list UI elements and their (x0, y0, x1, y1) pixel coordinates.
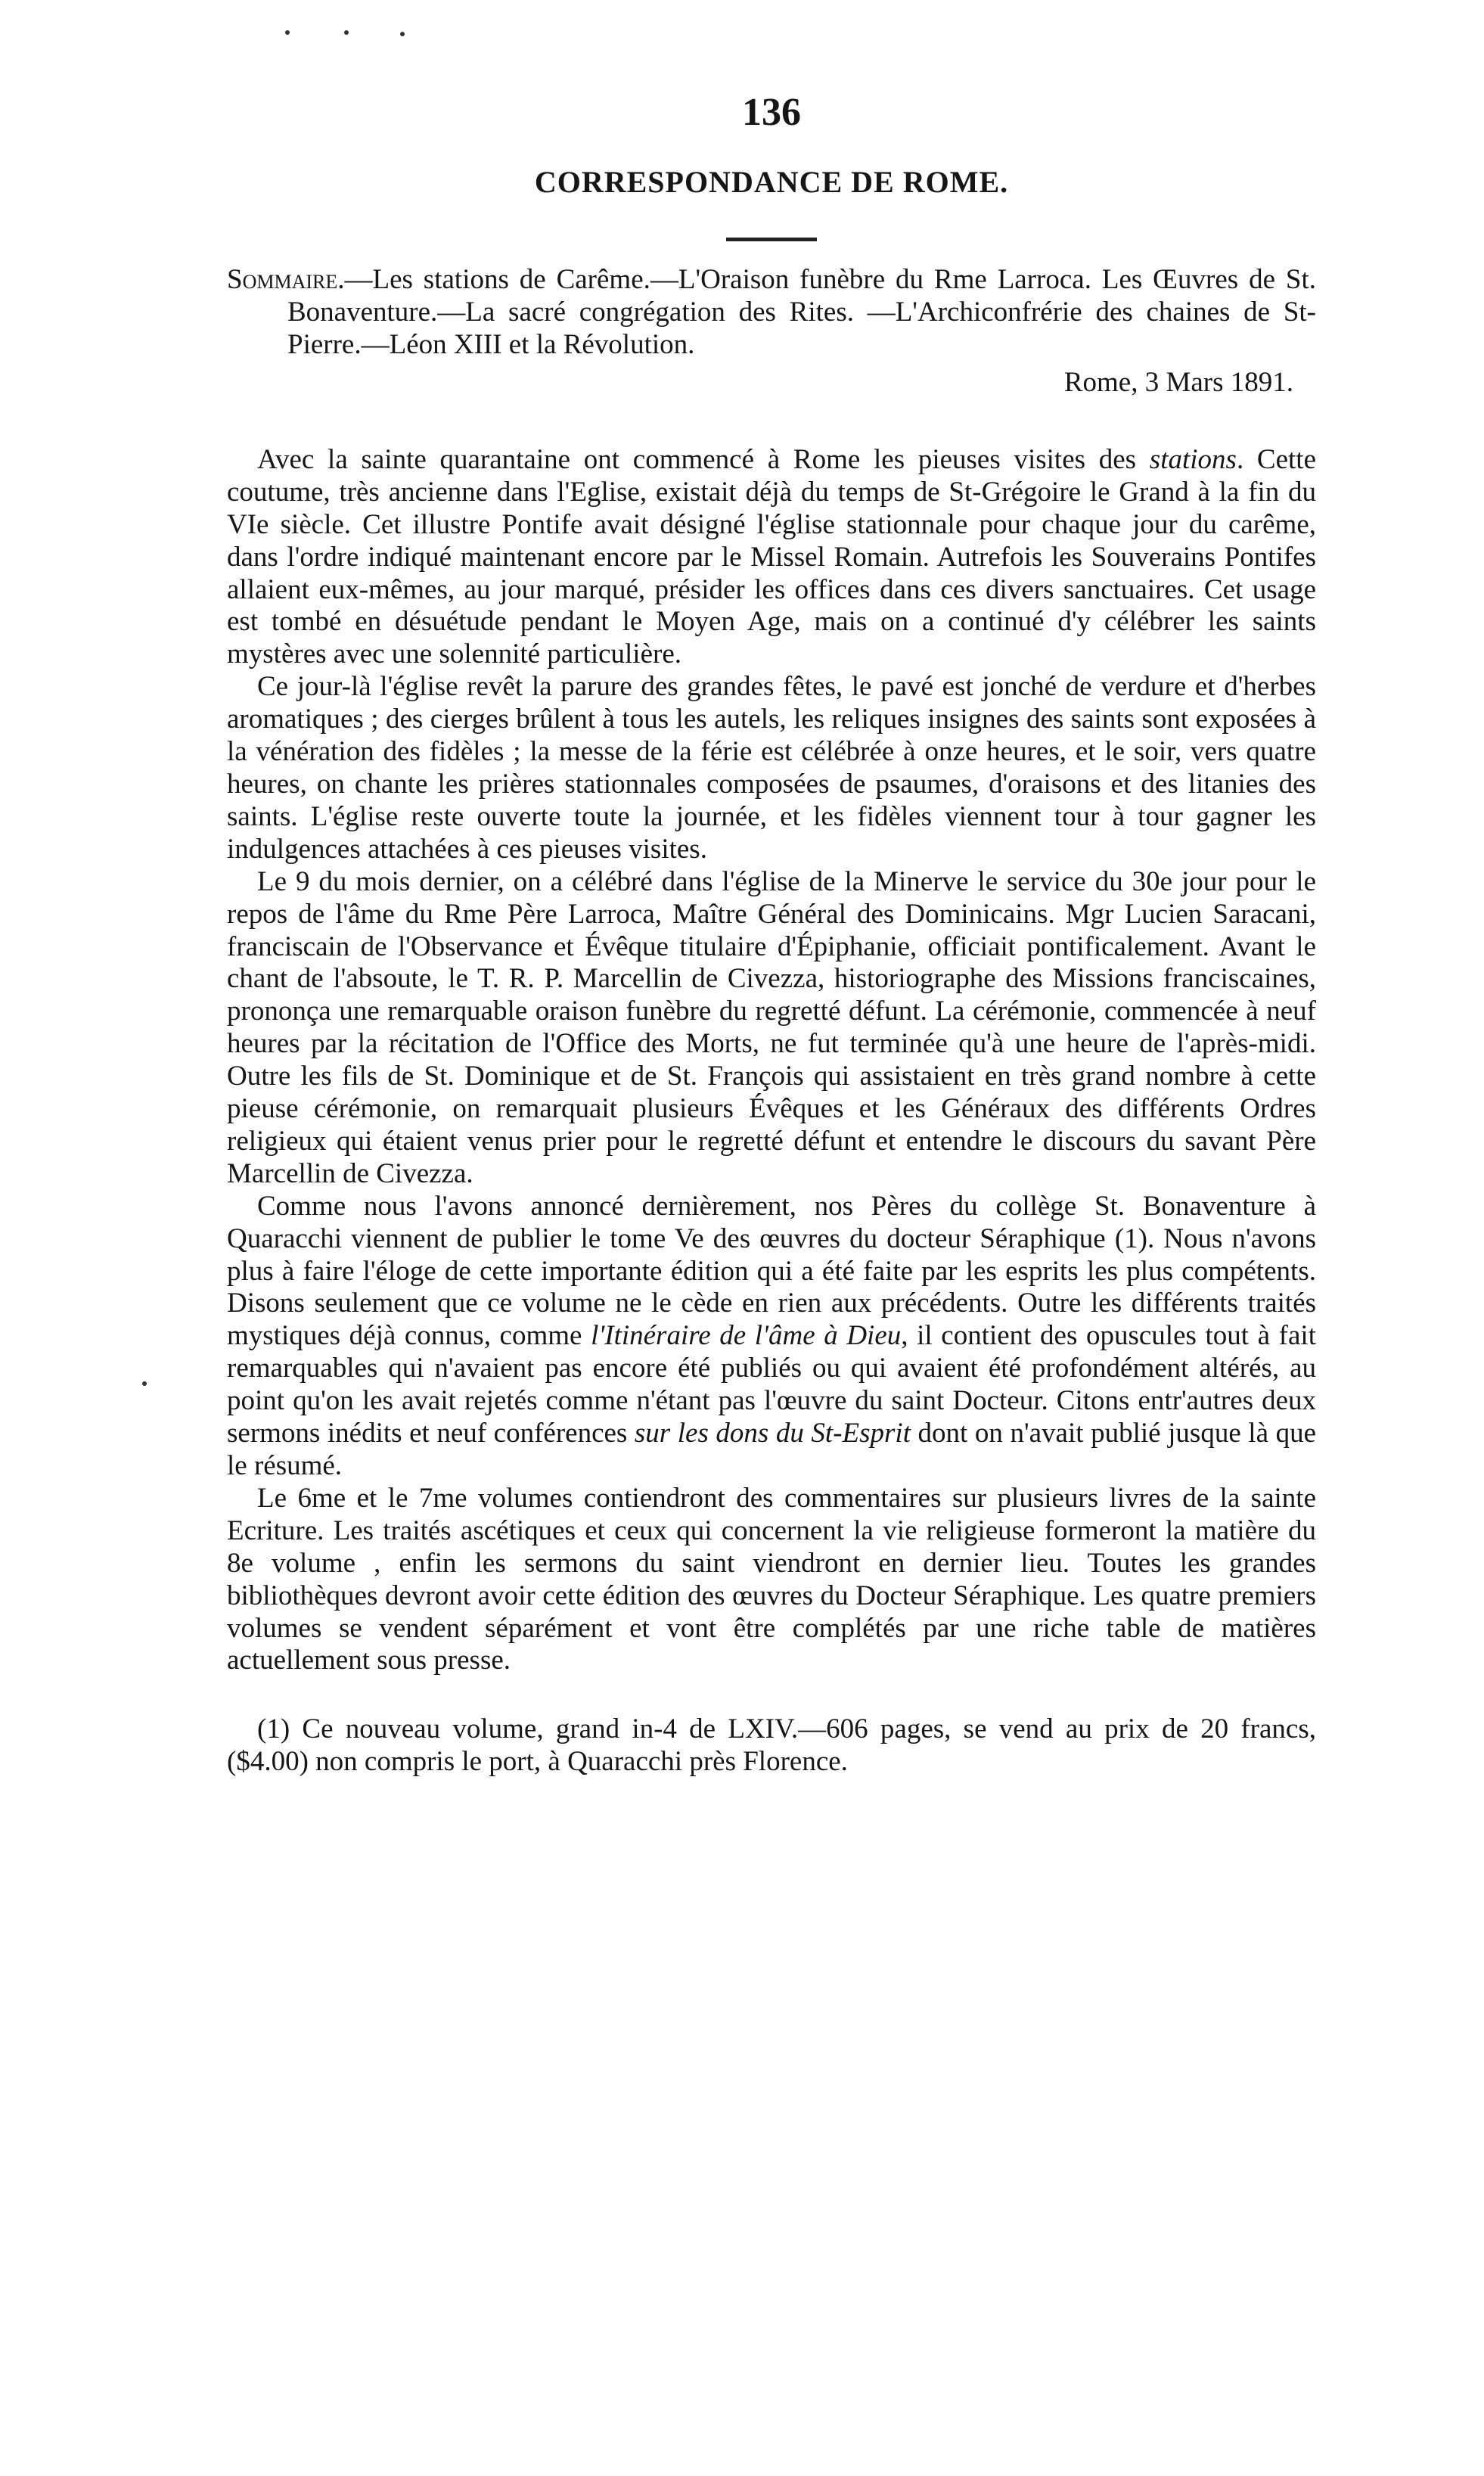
summary-text: —Les stations de Carême.—L'Oraison funèbre du Rme Larroca. Les Œuvres de St. Bonaventure.—La sacré congrégation des Rites. —L'Archiconfrérie des chaines de St-Pierre.—Léon XIII et la Révolution. (287, 264, 1316, 360)
paragraph-text: , il contient des opuscules tout à fait remarquables qui n'avaient pas encore été publiés ou qui avaient été profondément altérés, au point qu'on les avait rejetés comme n'étant pas l'œuvre du saint Docteur. Citons entr'autres deux sermons inédits et neuf conférences (227, 1320, 1316, 1449)
article-title: CORRESPONDANCE DE ROME. (534, 165, 1009, 200)
paragraph-bonaventure-works (227, 1191, 1316, 1483)
title-rule (726, 238, 817, 241)
paragraph-future-volumes: Le 6me et le 7me volumes contiendront des commentaires sur plusieurs livres de la sainte Ecriture. Les traités ascétiques et ceux qui concernent la vie religieuse formeront la matière du 8e volume , enfin les sermons du saint viendront en dernier lieu. Toutes les grandes bibliothèques devront avoir cette édition des œuvres du Docteur Séraphique. Les quatre premiers volumes se vendent séparément et vont être complétés par une riche table de matières actuellement sous presse. (227, 1482, 1316, 1676)
dateline: Rome, 3 Mars 1891. (1063, 366, 1293, 398)
print-speck (142, 1381, 147, 1386)
paragraph-feast-day: Ce jour-là l'église revêt la parure des grandes fêtes, le pavé est jonché de verdure et d'herbes aromatiques ; des cierges brûlent à tous les autels, les reliques insignes des saints sont exposées à la vénération des fidèles ; la messe de la férie est célébrée à onze heures, et le soir, vers quatre heures, on chante les prières stationnales composées de psaumes, d'oraisons et des litanies des saints. L'église reste ouverte toute la journée, et les fidèles viennent tour à tour gagner les indulgences attachées à ces pieuses visites. (227, 671, 1316, 865)
footnote: (1) Ce nouveau volume, grand in-4 de LXIV.—606 pages, se vend au prix de 20 francs, ($4.00) non compris le port, à Quaracchi près Florence. (227, 1713, 1316, 1778)
paragraph-text: Avec la sainte quarantaine ont commencé à Rome les pieuses visites des (257, 443, 1150, 475)
summary-label: Sommaire. (227, 264, 345, 296)
paragraph-text: dont on n'avait publié jusque là que le résumé. (227, 1418, 1316, 1481)
paragraph-funeral-oration: Le 9 du mois dernier, on a célébré dans l'église de la Minerve le service du 30e jour pour le repos de l'âme du Rme Père Larroca, Maître Général des Dominicains. Mgr Lucien Saracani, franciscain de l'Observance et Évêque titulaire d'Épiphanie, officiait pontificalement. Avant le chant de l'absoute, le T. R. P. Marcellin de Civezza, historiographe des Missions franciscaines, prononça une remarquable oraison funèbre du regretté défunt. La cérémonie, commencée à neuf heures par la récitation de l'Office des Morts, ne fut terminée qu'à une heure de l'après-midi. Outre les fils de St. Dominique et de St. François qui assistaient en très grand nombre à cette pieuse cérémonie, on remarquait plusieurs Évêques et les Généraux des différents Ordres religieux qui étaient venus prier pour le regretté défunt et entendre le discours du savant Père Marcellin de Civezza. (227, 865, 1316, 1189)
print-speck (400, 32, 405, 36)
paragraph-emphasis: sur les dons du St-Esprit (634, 1418, 911, 1449)
page-number: 136 (742, 91, 801, 134)
paragraph-text: . Cette coutume, très ancienne dans l'Eglise, existait déjà du temps de St-Grégoire le Grand à la fin du VIe siècle. Cet illustre Pontife avait désigné l'église stationnale pour chaque jour du carême, dans l'ordre indiqué maintenant encore par le Missel Romain. Autrefois les Souverains Pontifes allaient eux-mêmes, au jour marqué, présider les offices dans ces divers sanctuaires. Cet usage est tombé en désuétude pendant le Moyen Age, mais on a continué d'y célébrer les saints mystères avec une solennité particulière. (227, 443, 1316, 670)
article-body (227, 444, 1316, 1677)
paragraph-emphasis: l'Itinéraire de l'âme à Dieu (591, 1320, 902, 1352)
summary (227, 264, 1316, 362)
print-speck (344, 30, 349, 35)
paragraph-stations (227, 444, 1316, 671)
paragraph-text: Comme nous l'avons annoncé dernièrement, nos Pères du collège St. Bonaventure à Quaracchi viennent de publier le tome Ve des œuvres du docteur Séraphique (1). Nous n'avons plus à faire l'éloge de cette importante édition qui a été faite par les esprits les plus compétents. Disons seulement que ce volume ne le cède en rien aux précédents. Outre les différents traités mystiques déjà connus, comme (227, 1190, 1316, 1352)
print-speck (285, 30, 290, 35)
page (227, 91, 1316, 1807)
paragraph-emphasis: stations (1149, 443, 1237, 475)
